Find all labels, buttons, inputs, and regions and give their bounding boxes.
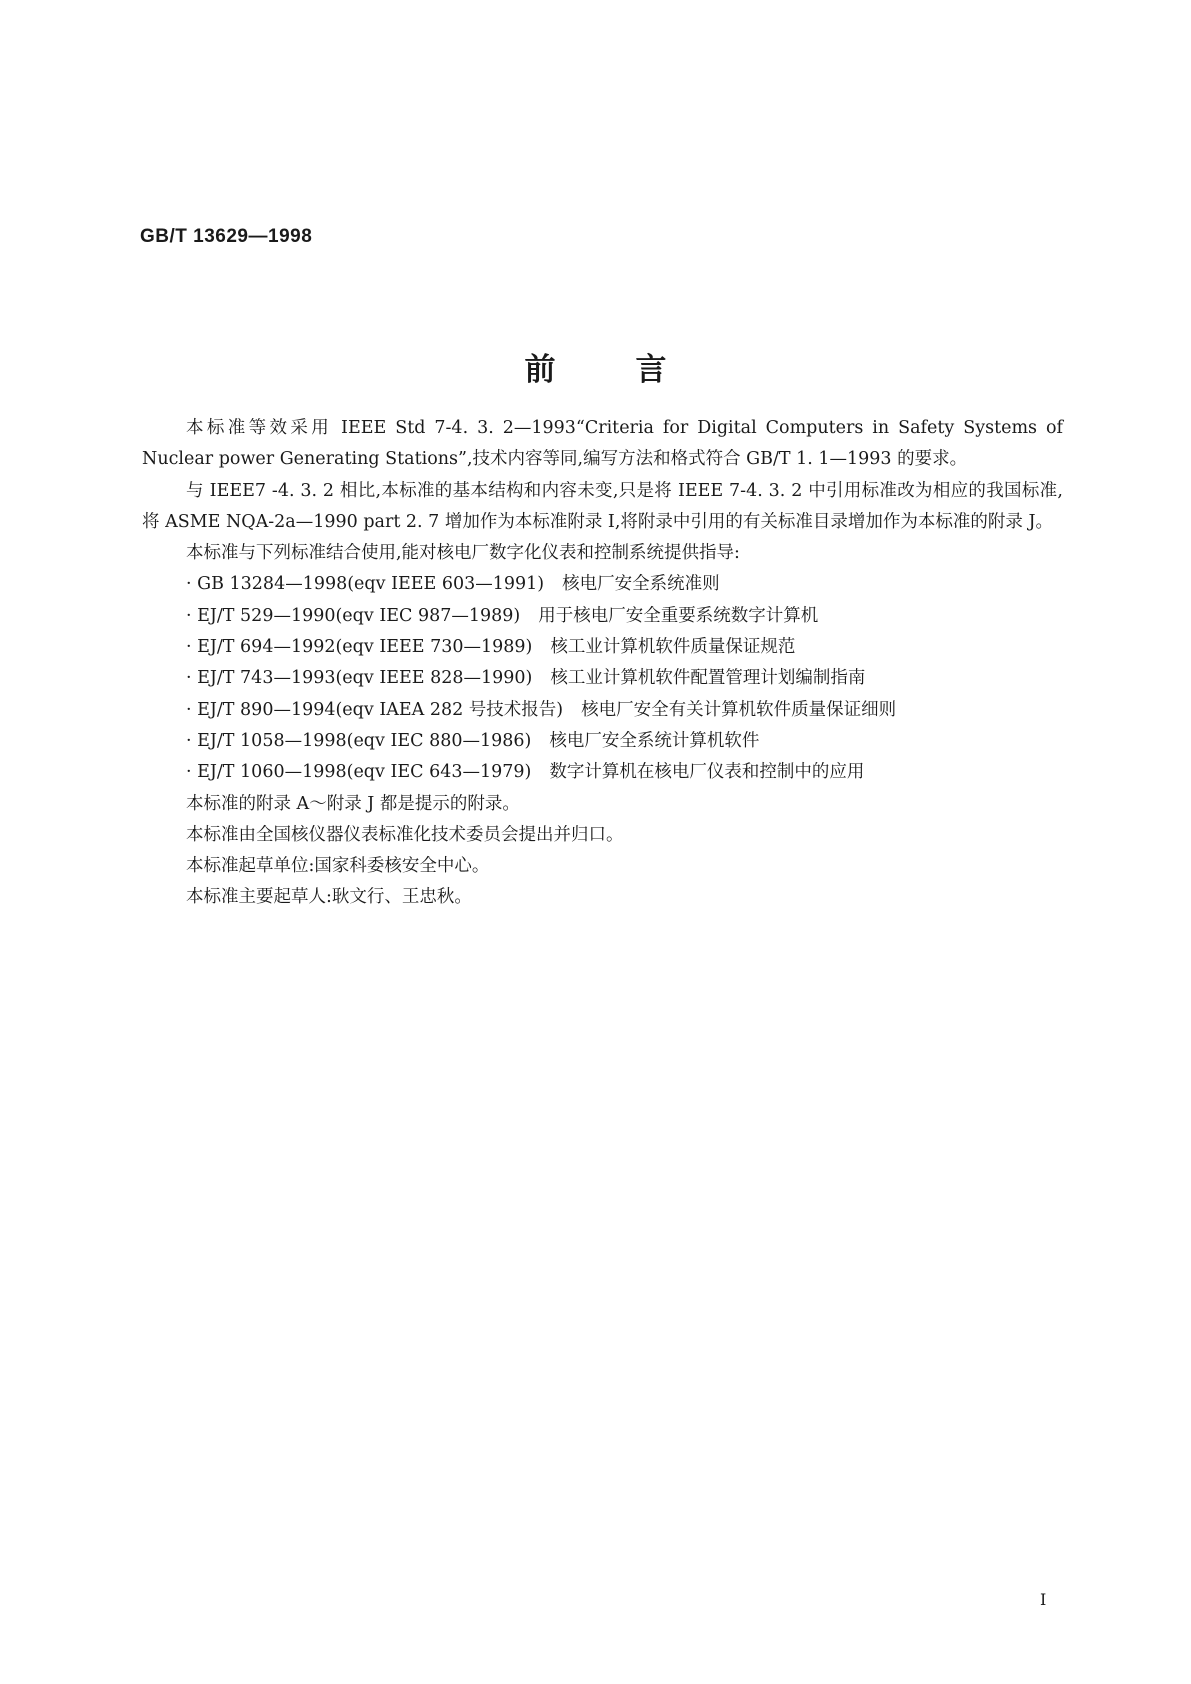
standard-item-title: 核工业计算机软件质量保证规范 <box>550 637 796 658</box>
standard-item-code: · EJ/T 1058—1998(eqv IEC 880—1986) <box>186 730 532 751</box>
standard-item-title: 核电厂安全有关计算机软件质量保证细则 <box>581 699 897 720</box>
standard-item-title: 核工业计算机软件配置管理计划编制指南 <box>550 668 866 689</box>
standard-item-title: 核电厂安全系统准则 <box>562 574 720 595</box>
list-item <box>142 726 1063 757</box>
standard-item-code: · EJ/T 694—1992(eqv IEEE 730—1989) <box>186 637 533 658</box>
standard-item-title: 用于核电厂安全重要系统数字计算机 <box>538 605 819 626</box>
list-item <box>142 695 1063 726</box>
paragraph-proposer: 本标准由全国核仪器仪表标准化技术委员会提出并归口。 <box>186 824 624 845</box>
list-item <box>142 569 1063 600</box>
standard-code: GB/T 13629—1998 <box>140 226 313 247</box>
page-title: 前言 <box>524 352 747 388</box>
paragraph-appendices: 本标准的附录 A～附录 J 都是提示的附录。 <box>186 793 520 814</box>
standard-item-code: · EJ/T 743—1993(eqv IEEE 828—1990) <box>186 668 533 689</box>
paragraph-comparison: 与 IEEE7 -4. 3. 2 相比,本标准的基本结构和内容未变,只是将 IEEE 7-4. 3. 2 中引用标准改为相应的我国标准,将 ASME NQA-2a—1990 part 2. 7 增加作为本标准附录 I,将附录中引用的有关标准目录增加作为本标准的附录 J。 <box>142 480 1063 532</box>
paragraph-drafters: 本标准主要起草人:耿文行、王忠秋。 <box>186 887 472 908</box>
list-item <box>142 757 1063 788</box>
paragraph-drafting-unit: 本标准起草单位:国家科委核安全中心。 <box>186 856 490 877</box>
paragraph-usage: 本标准与下列标准结合使用,能对核电厂数字化仪表和控制系统提供指导: <box>186 543 740 564</box>
paragraph-adoption: 本标准等效采用 IEEE Std 7-4. 3. 2—1993“Criteria for Digital Computers in Safety Systems of Nuclear power Generating Stations”,技术内容等同,编写方法和格式符合 GB/T 1. 1—1993 的要求。 <box>142 418 1063 470</box>
foreword-body <box>142 413 1063 914</box>
standard-item-code: · EJ/T 529—1990(eqv IEC 987—1989) <box>186 605 521 626</box>
standard-item-code: · EJ/T 890—1994(eqv IAEA 282 号技术报告) <box>186 699 564 720</box>
standard-item-title: 核电厂安全系统计算机软件 <box>549 730 760 751</box>
standard-item-code: · EJ/T 1060—1998(eqv IEC 643—1979) <box>186 762 532 783</box>
standard-item-code: · GB 13284—1998(eqv IEEE 603—1991) <box>186 574 545 595</box>
list-item <box>142 601 1063 632</box>
list-item <box>142 663 1063 694</box>
list-item <box>142 632 1063 663</box>
standard-item-title: 数字计算机在核电厂仪表和控制中的应用 <box>549 762 865 783</box>
page-number: I <box>1040 1590 1047 1609</box>
related-standards-list <box>142 569 1063 788</box>
